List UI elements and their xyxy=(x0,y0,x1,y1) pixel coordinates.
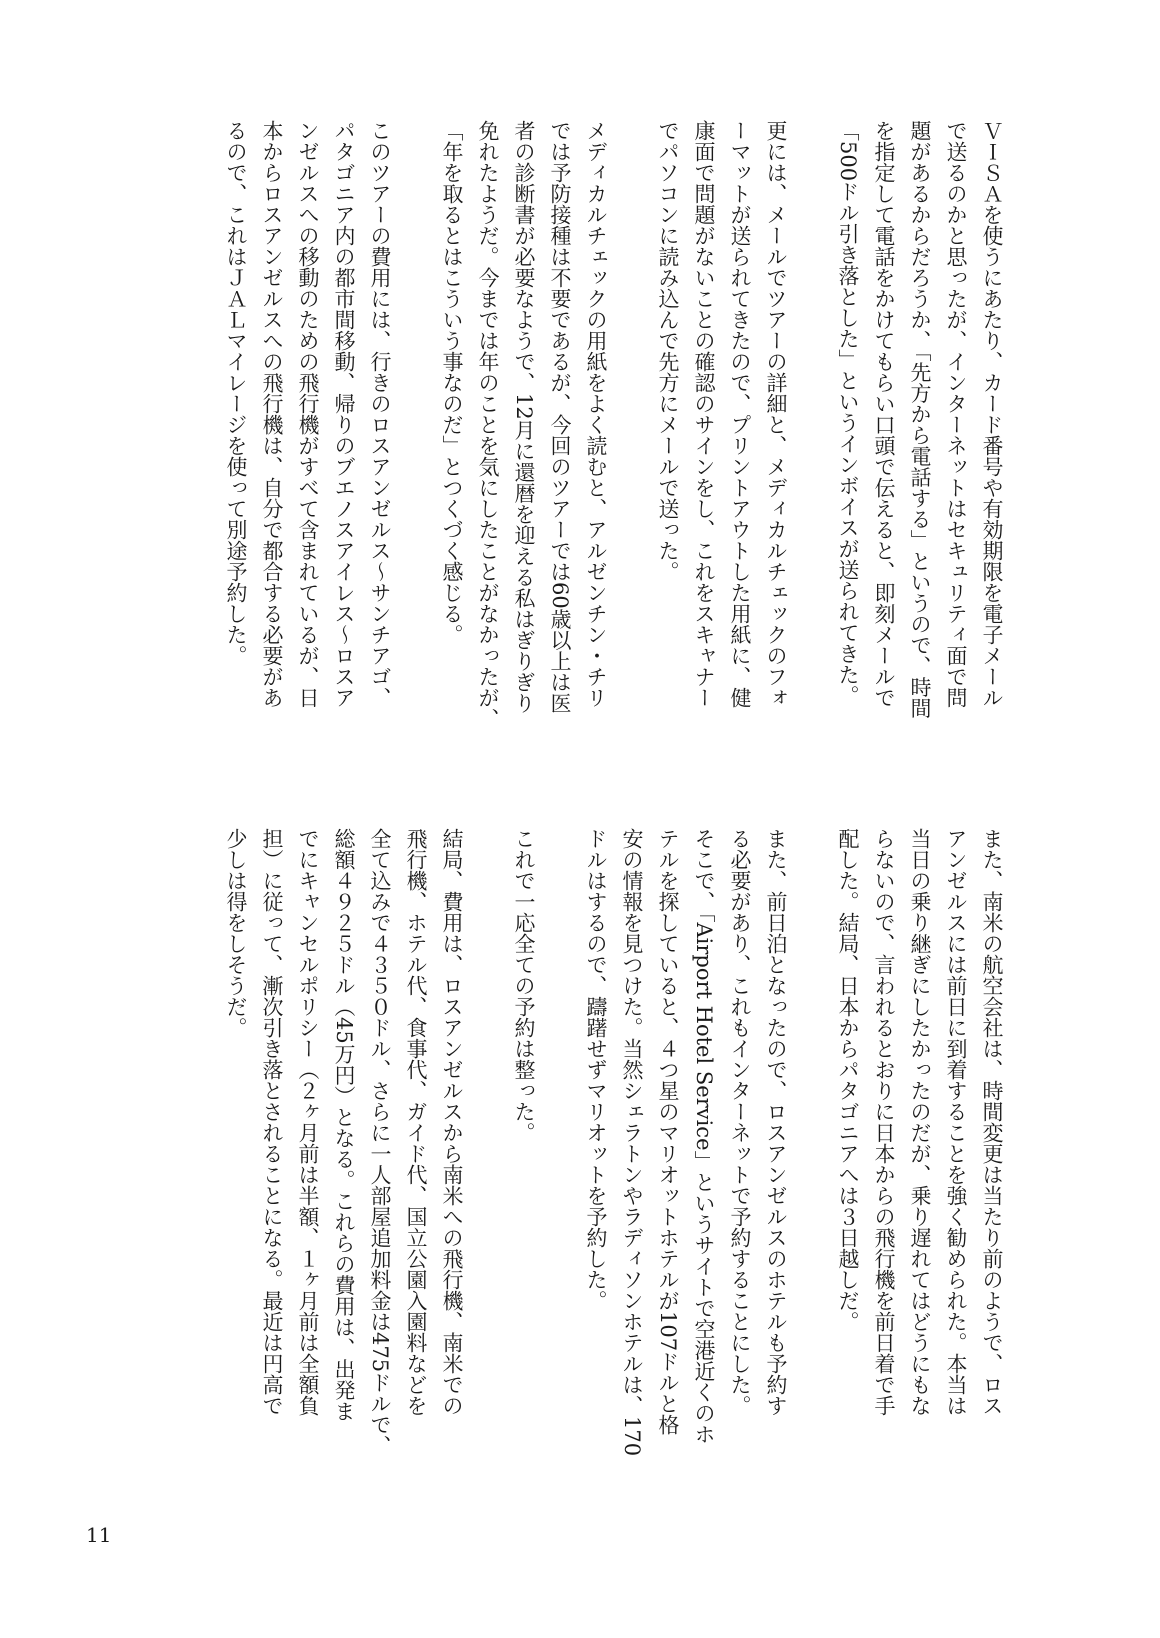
page-number: 11 xyxy=(86,1523,112,1547)
paragraph-hotel-booking: また、前日泊となったので、ロスアンゼルスのホテルも予約す る必要があり、これもインターネットで予約することにした。 そこで、「Airport Hotel Service」というサイトで空港近くのホ テルを探していると、４つ星のマリオットホテルが107ドルと格 安の情報を見つけた。当然シェラトンやラディソンホテルは、170 ドルはするので、躊躇せずマリオットを予約した。 xyxy=(584,828,788,1457)
paragraph-tour-cost-coverage: このツアーの費用には、行きのロスアンゼルス～サンチアゴ、 パタゴニア内の都市間移動、帰りのブエノスアイレス～ロスア ンゼルスへの移動のための飛行機がすべて含まれているが、日 本からロスアンゼルスへの飛行機は、自分で都合する必要があ るので、これはＪＡＬマイレージを使って別途予約した。 xyxy=(224,120,392,708)
paragraph-arrival-day-before: また、南米の航空会社は、時間変更は当たり前のようで、ロス アンゼルスには前日に到着することを強く勧められた。本当は 当日の乗り継ぎにしたかったのだが、乗り遅れてはどうにもな らないので、言われるとおりに日本からの飛行機を前日着で手 配した。結局、日本からパタゴニアへは３日越しだ。 xyxy=(836,828,1004,1416)
upper-text-column xyxy=(170,120,1010,770)
paragraph-medical-check-form: 更には、メールでツアーの詳細と、メディカルチェックのフォ ーマットが送られてきたので、プリントアウトした用紙に、健 康面で問題がないことの確認のサインをし、これをスキャナー でパソコンに読み込んで先方にメールで送った。 xyxy=(656,120,788,708)
paragraph-age-requirement: メディカルチェックの用紙をよく読むと、アルゼンチン・チリ では予防接種は不要であるが、今回のツアーでは60歳以上は医 者の診断書が必要なようで、12月に還暦を迎える私はぎりぎり 免れたようだ。今までは年のことを気にしたことがなかったが、 「年を取るとはこういう事なのだ」とつくづく感じる。 xyxy=(440,120,608,729)
paragraph-visa-payment: ＶＩＳＡを使うにあたり、カード番号や有効期限を電子メール で送るのかと思ったが、インターネットはセキュリティ面で問 題があるからだろうか、「先方から電話する」というので、時間 を指定して電話をかけてもらい口頭で伝えると、即刻メールで 「500ドル引き落とした」というインボイスが送られてきた。 xyxy=(836,120,1004,719)
paragraph-total-cost: 結局、費用は、ロスアンゼルスから南米への飛行機、南米での 飛行機、ホテル代、食事代、ガイド代、国立公園入園料などを 全て込みで４３５０ドル、さらに一人部屋追加料金は475ドルで、 総額４９２５ドル（45万円）となる。これらの費用は、出発ま でにキャンセルポリシー（２ヶ月前は半額、１ヶ月前は全額負 担）に従って、漸次引き落とされることになる。最近は円高で 少しは得をしそうだ。 xyxy=(224,828,464,1457)
paragraph-booking-complete: これで一応全ての予約は整った。 xyxy=(512,828,536,1143)
lower-text-column xyxy=(170,828,1010,1468)
